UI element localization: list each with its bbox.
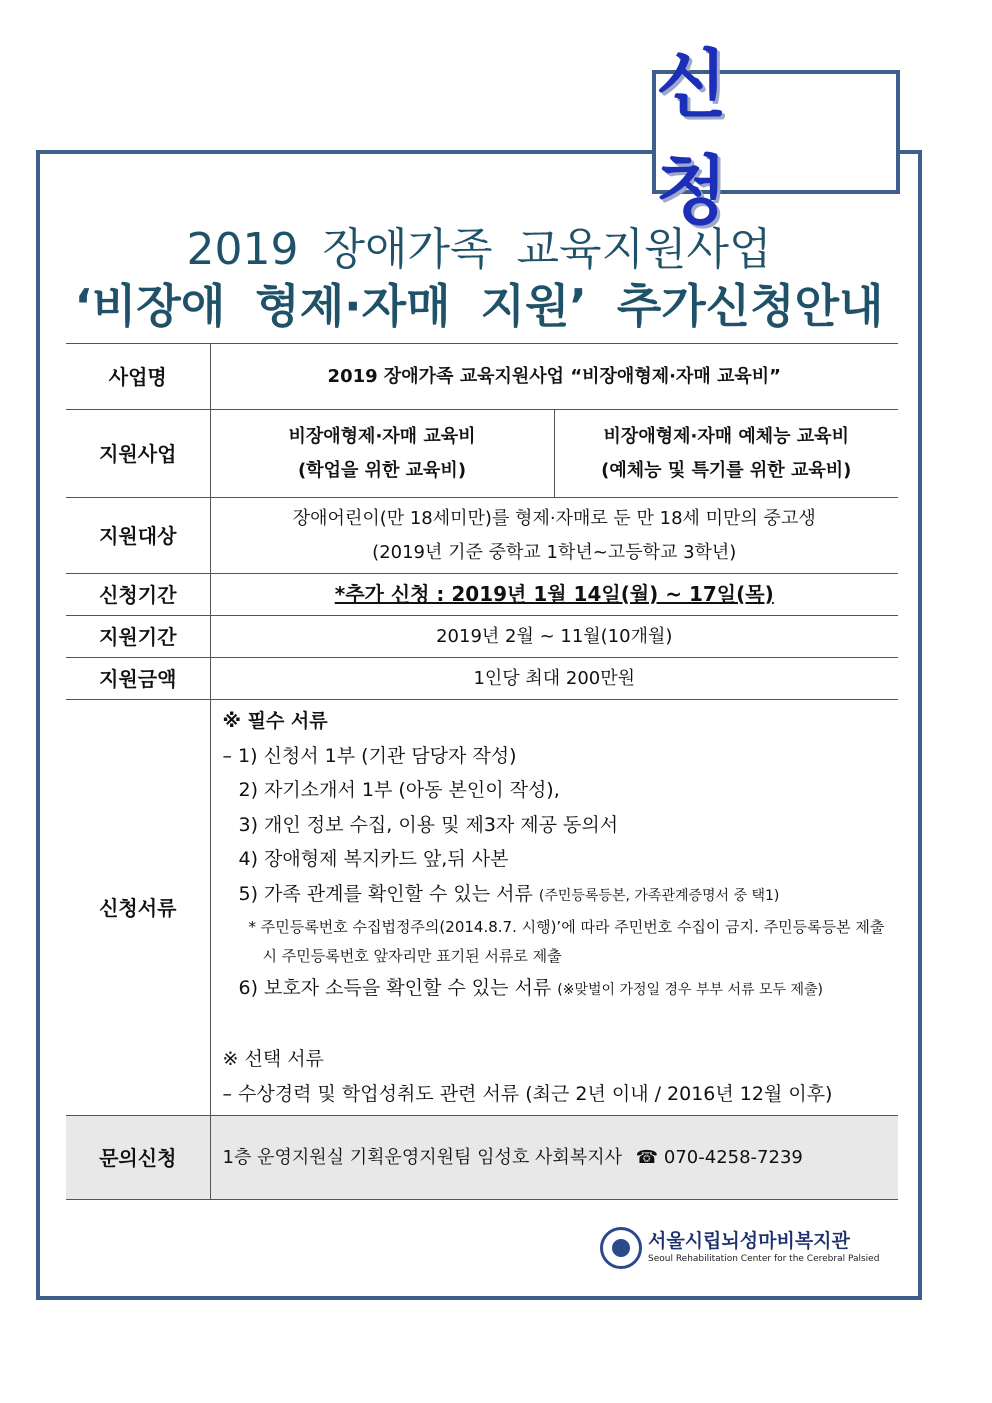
target-value [210,498,898,574]
optional-heading: ※ 선택 서류 [222,1048,324,1070]
contact-label: 문의신청 [66,1116,210,1200]
phone-icon: ☎ [635,1146,659,1168]
target-line1: 장애어린이(만 18세미만)를 형제·자매로 둔 만 18세 미만의 중고생 [292,507,816,529]
support-b-line2: (예체능 및 특기를 위한 교육비) [601,459,852,481]
documents-label: 신청서류 [66,700,210,1116]
support-b-line1: 비장애형제·자매 예체능 교육비 [603,425,849,447]
doc-item-6-note: (※맞벌이 가정일 경우 부부 서류 모두 제출) [557,982,823,998]
support-a [210,410,554,498]
info-table [66,343,898,1200]
support-a-line1: 비장애형제·자매 교육비 [288,425,476,447]
organization-logo [600,1225,880,1271]
title-line1: 2019 장애가족 교육지원사업 [186,224,772,275]
project-label: 사업명 [66,344,210,410]
support-label: 지원사업 [66,410,210,498]
doc-item-3: 3) 개인 정보 수집, 이용 및 제3자 제공 동의서 [238,813,619,836]
apply-stamp [652,42,900,234]
row-amount [66,658,898,700]
project-value: 2019 장애가족 교육지원사업 “비장애형제·자매 교육비” [210,344,898,410]
amount-value: 1인당 최대 200만원 [210,658,898,700]
target-line2: (2019년 기준 중학교 1학년~고등학교 3학년) [372,541,737,563]
doc-item-1: – 1) 신청서 1부 (기관 담당자 작성) [222,744,517,767]
doc-notice-2: 시 주민등록번호 앞자리만 표기된 서류로 제출 [262,947,562,965]
page-title [40,222,918,334]
row-apply-period [66,574,898,616]
row-project [66,344,898,410]
doc-notice-1: * 주민등록번호 수집법정주의(2014.8.7. 시행)’에 따라 주민번호 수집이 금지. 주민등록등본 제출 [248,918,885,936]
row-documents [66,700,898,1116]
documents-list [210,700,898,1116]
doc-item-6-text: 6) 보호자 소득을 확인할 수 있는 서류 [238,977,552,999]
doc-item-2: 2) 자기소개서 1부 (아동 본인이 작성), [238,779,560,801]
support-period-value: 2019년 2월 ~ 11월(10개월) [210,616,898,658]
support-b [554,410,898,498]
row-contact [66,1116,898,1200]
contact-phone: 070-4258-7239 [663,1146,803,1168]
required-heading: ※ 필수 서류 [222,710,328,732]
doc-item-6 [223,971,899,1008]
doc-item-4: 4) 장애형제 복지카드 앞,뒤 사본 [238,848,509,870]
amount-label: 지원금액 [66,658,210,700]
row-support-period [66,616,898,658]
logo-name-ko: 서울시립뇌성마비복지관 [648,1230,850,1252]
emblem-icon [600,1227,642,1269]
support-a-line2: (학업을 위한 교육비) [297,459,467,481]
doc-item-5-note: (주민등록등본, 가족관계증명서 중 택1) [538,887,780,904]
target-label: 지원대상 [66,498,210,574]
contact-text: 1층 운영지원실 기획운영지원팀 임성호 사회복지사 [222,1146,622,1168]
logo-text [648,1230,879,1266]
contact-value [210,1116,898,1200]
doc-item-5-text: 5) 가족 관계를 확인할 수 있는 서류 [238,882,533,905]
apply-period-cell [210,574,898,616]
row-support [66,410,898,498]
logo-name-en: Seoul Rehabilitation Center for the Cerebral Palsied [648,1254,880,1264]
support-period-label: 지원기간 [66,616,210,658]
apply-period-value: *추가 신청 : 2019년 1월 14일(월) ~ 17일(목) [334,581,774,606]
doc-spacer [223,1008,899,1043]
doc-item-5 [223,877,899,914]
apply-period-label: 신청기간 [66,574,210,616]
title-line2: ‘비장애 형제·자매 지원’ 추가신청안내 [74,279,884,333]
stamp-text: 신 청 [656,42,770,234]
optional-item: – 수상경력 및 학업성취도 관련 서류 (최근 2년 이내 / 2016년 12월 이후) [222,1082,833,1105]
row-target [66,498,898,574]
